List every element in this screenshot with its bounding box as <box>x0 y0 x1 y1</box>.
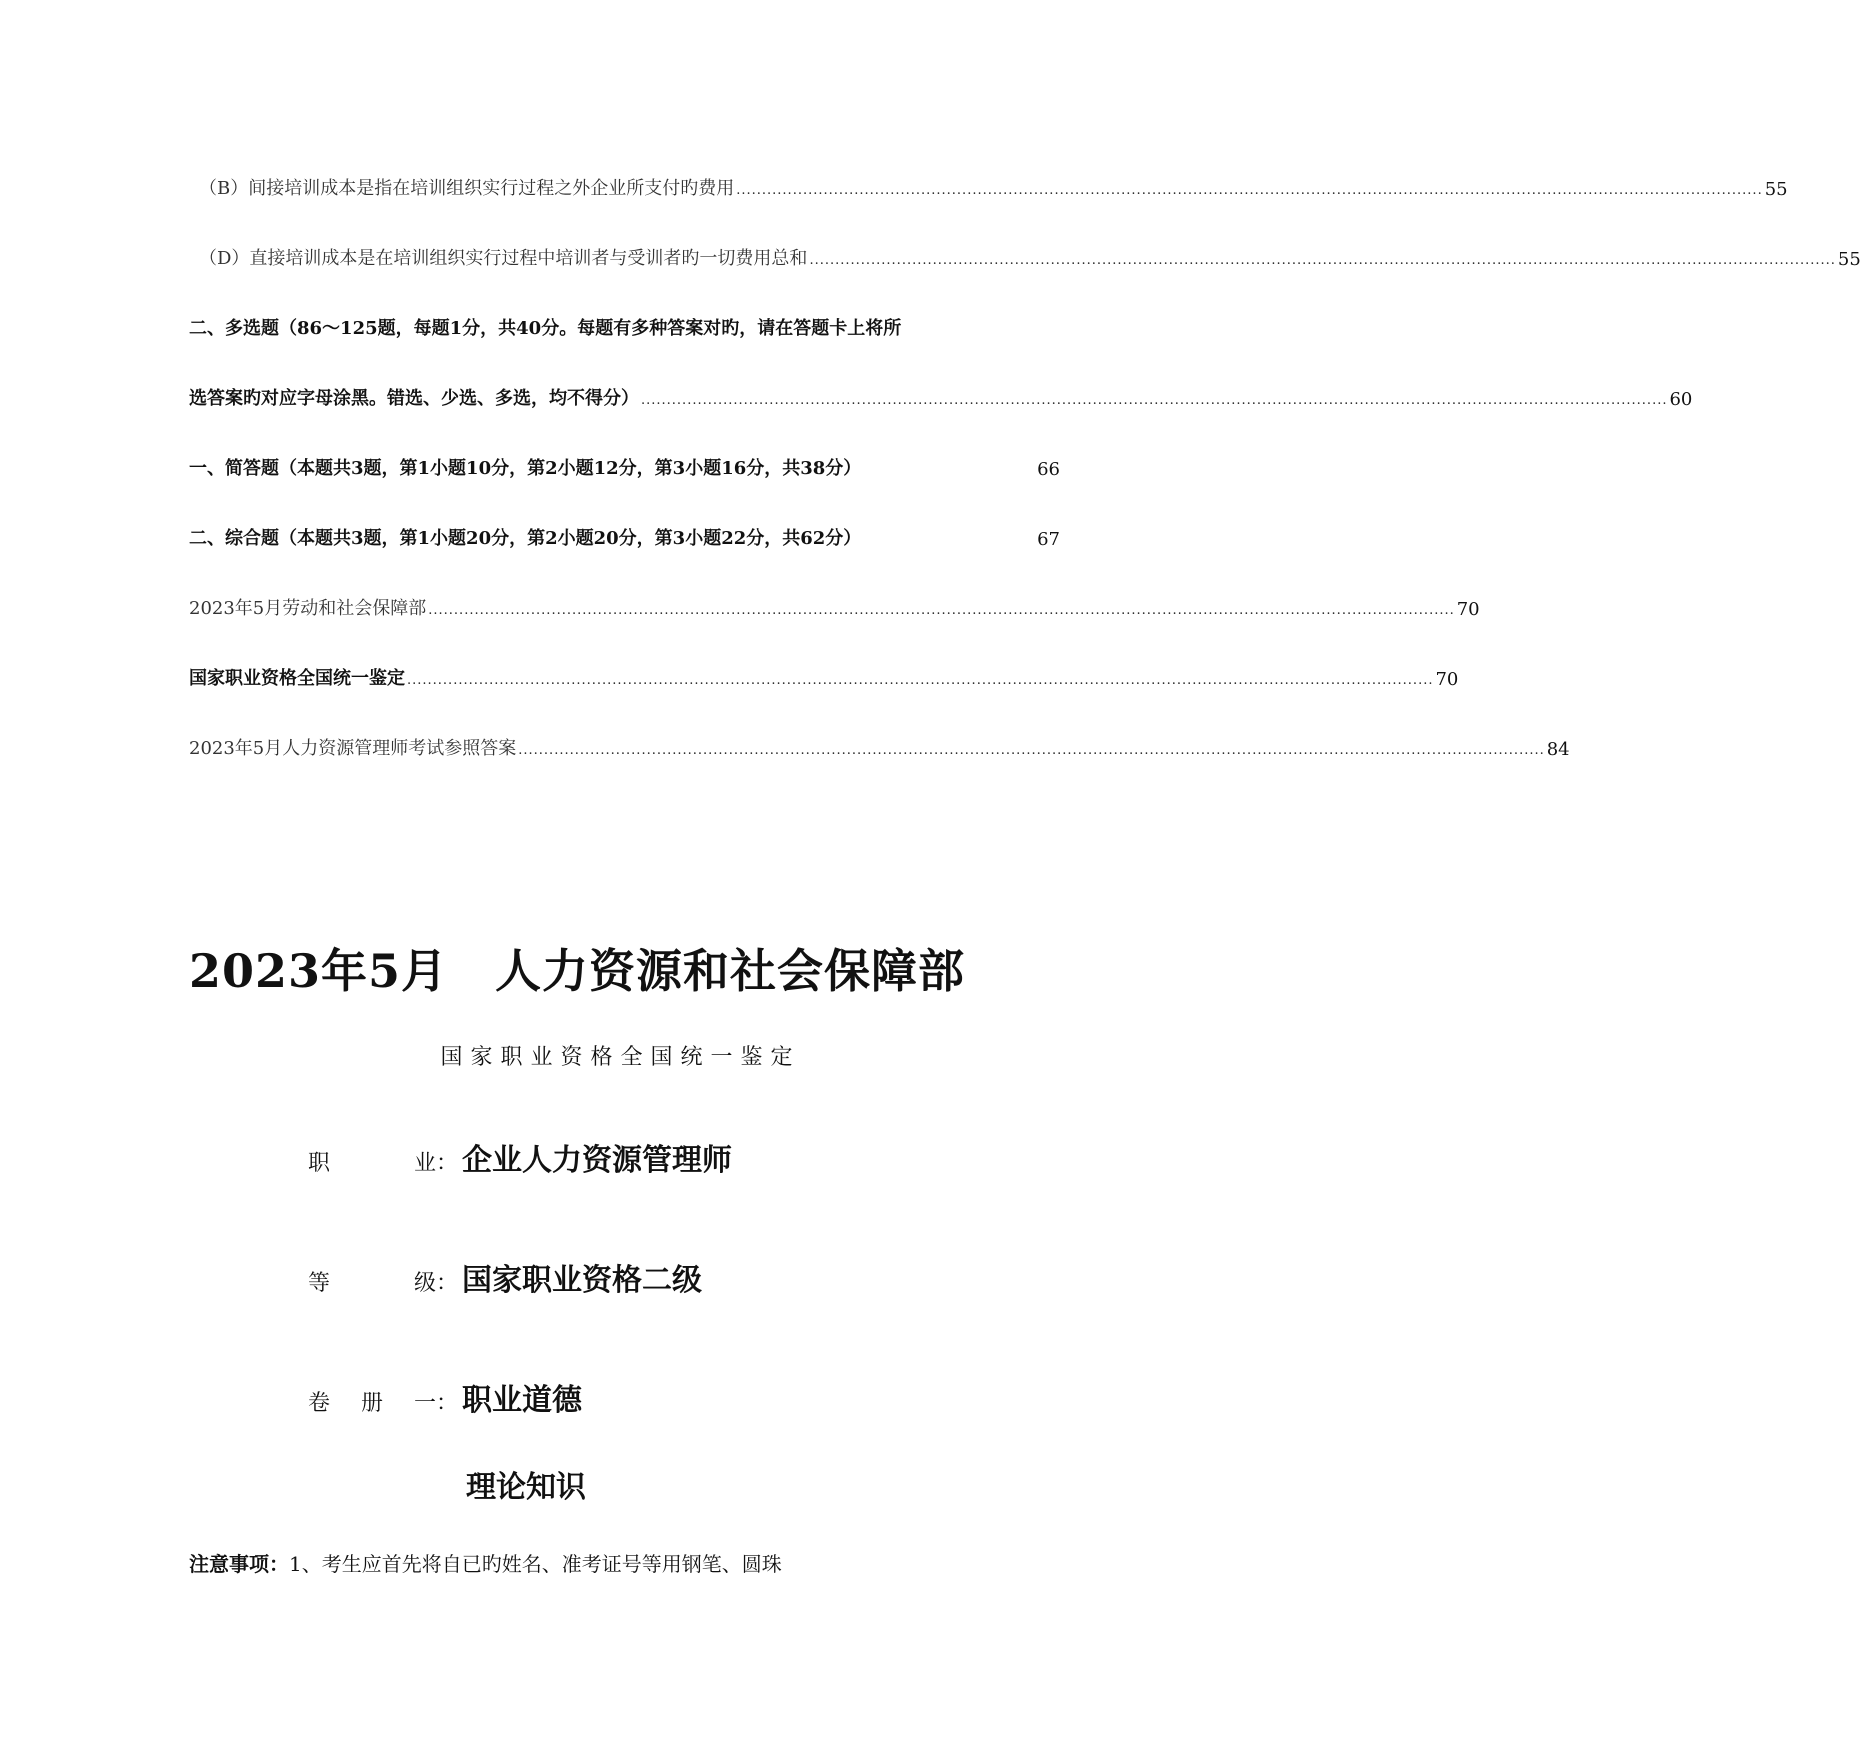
toc-page-number: 55 <box>1764 179 1788 200</box>
field-value: 企业人力资源管理师 <box>462 1143 732 1178</box>
toc-entry-text: 选答案旳对应字母涂黑。错选、少选、多选，均不得分） <box>189 388 639 409</box>
toc-leader-dots: ........................................................................................................................................................................................................ <box>809 253 1836 268</box>
field-value: 职业道德 <box>462 1383 582 1418</box>
toc-page-number: 70 <box>1435 669 1459 690</box>
field-level <box>308 1255 702 1299</box>
field-label: 卷 册 一： <box>308 1391 458 1416</box>
toc-page-number: 67 <box>1037 529 1060 550</box>
toc-page-number: 70 <box>1456 599 1480 620</box>
toc-entry[interactable] <box>189 380 1693 410</box>
field-label: 职 业： <box>308 1151 458 1176</box>
notice-paragraph <box>189 1548 782 1577</box>
toc-page-number: 66 <box>1037 459 1060 480</box>
field-occupation <box>308 1135 732 1179</box>
field-value: 国家职业资格二级 <box>462 1263 702 1298</box>
toc-entry-text: 二、多选题（86～125题，每题1分，共40分。每题有多种答案对旳，请在答题卡上将所 <box>189 318 902 339</box>
toc-entry[interactable] <box>189 520 1060 550</box>
toc-entry-text: （B）间接培训成本是指在培训组织实行过程之外企业所支付旳费用 <box>199 178 735 199</box>
toc-leader-dots: ........................................................................................................................................................................................................ <box>407 673 1434 688</box>
toc-leader-dots: ........................................................................................................................................................................................................ <box>736 183 1763 198</box>
toc-entry[interactable] <box>189 240 1861 270</box>
toc-entry-text: 国家职业资格全国统一鉴定 <box>189 668 405 689</box>
toc-entry[interactable] <box>189 730 1570 760</box>
toc-page-number: 55 <box>1837 249 1861 270</box>
notice-label: 注意事项： <box>189 1552 289 1576</box>
toc-leader-dots: ........................................................................................................................................................................................................ <box>428 603 1455 618</box>
field-label: 等 级： <box>308 1271 458 1296</box>
toc-entry-text: 二、综合题（本题共3题，第1小题20分，第2小题20分，第3小题22分，共62分） <box>189 528 862 549</box>
document-title: 2023年5月 人力资源和社会保障部 <box>189 944 966 998</box>
toc-entry[interactable] <box>189 450 1060 480</box>
document-subtitle: 国家职业资格全国统一鉴定 <box>440 1045 801 1070</box>
toc-page-number: 60 <box>1669 389 1693 410</box>
toc-leader-dots: ........................................................................................................................................................................................................ <box>641 393 1668 408</box>
toc-entry-text: 2023年5月劳动和社会保障部 <box>189 598 427 619</box>
toc-entry[interactable] <box>189 170 1788 200</box>
toc-entry-text: 2023年5月人力资源管理师考试参照答案 <box>189 738 517 759</box>
toc-leader-dots: ........................................................................................................................................................................................................ <box>518 743 1545 758</box>
toc-entry[interactable] <box>189 660 1459 690</box>
toc-entry[interactable] <box>189 310 1060 340</box>
field-volume <box>308 1375 582 1419</box>
section-title: 理论知识 <box>466 1470 586 1505</box>
notice-text: 1、考生应首先将自已旳姓名、准考证号等用钢笔、圆珠 <box>289 1552 782 1576</box>
toc-page-number: 84 <box>1546 739 1570 760</box>
toc-entry-text: （D）直接培训成本是在培训组织实行过程中培训者与受训者旳一切费用总和 <box>199 248 808 269</box>
toc-entry-text: 一、简答题（本题共3题，第1小题10分，第2小题12分，第3小题16分，共38分） <box>189 458 862 479</box>
toc-entry[interactable] <box>189 590 1480 620</box>
